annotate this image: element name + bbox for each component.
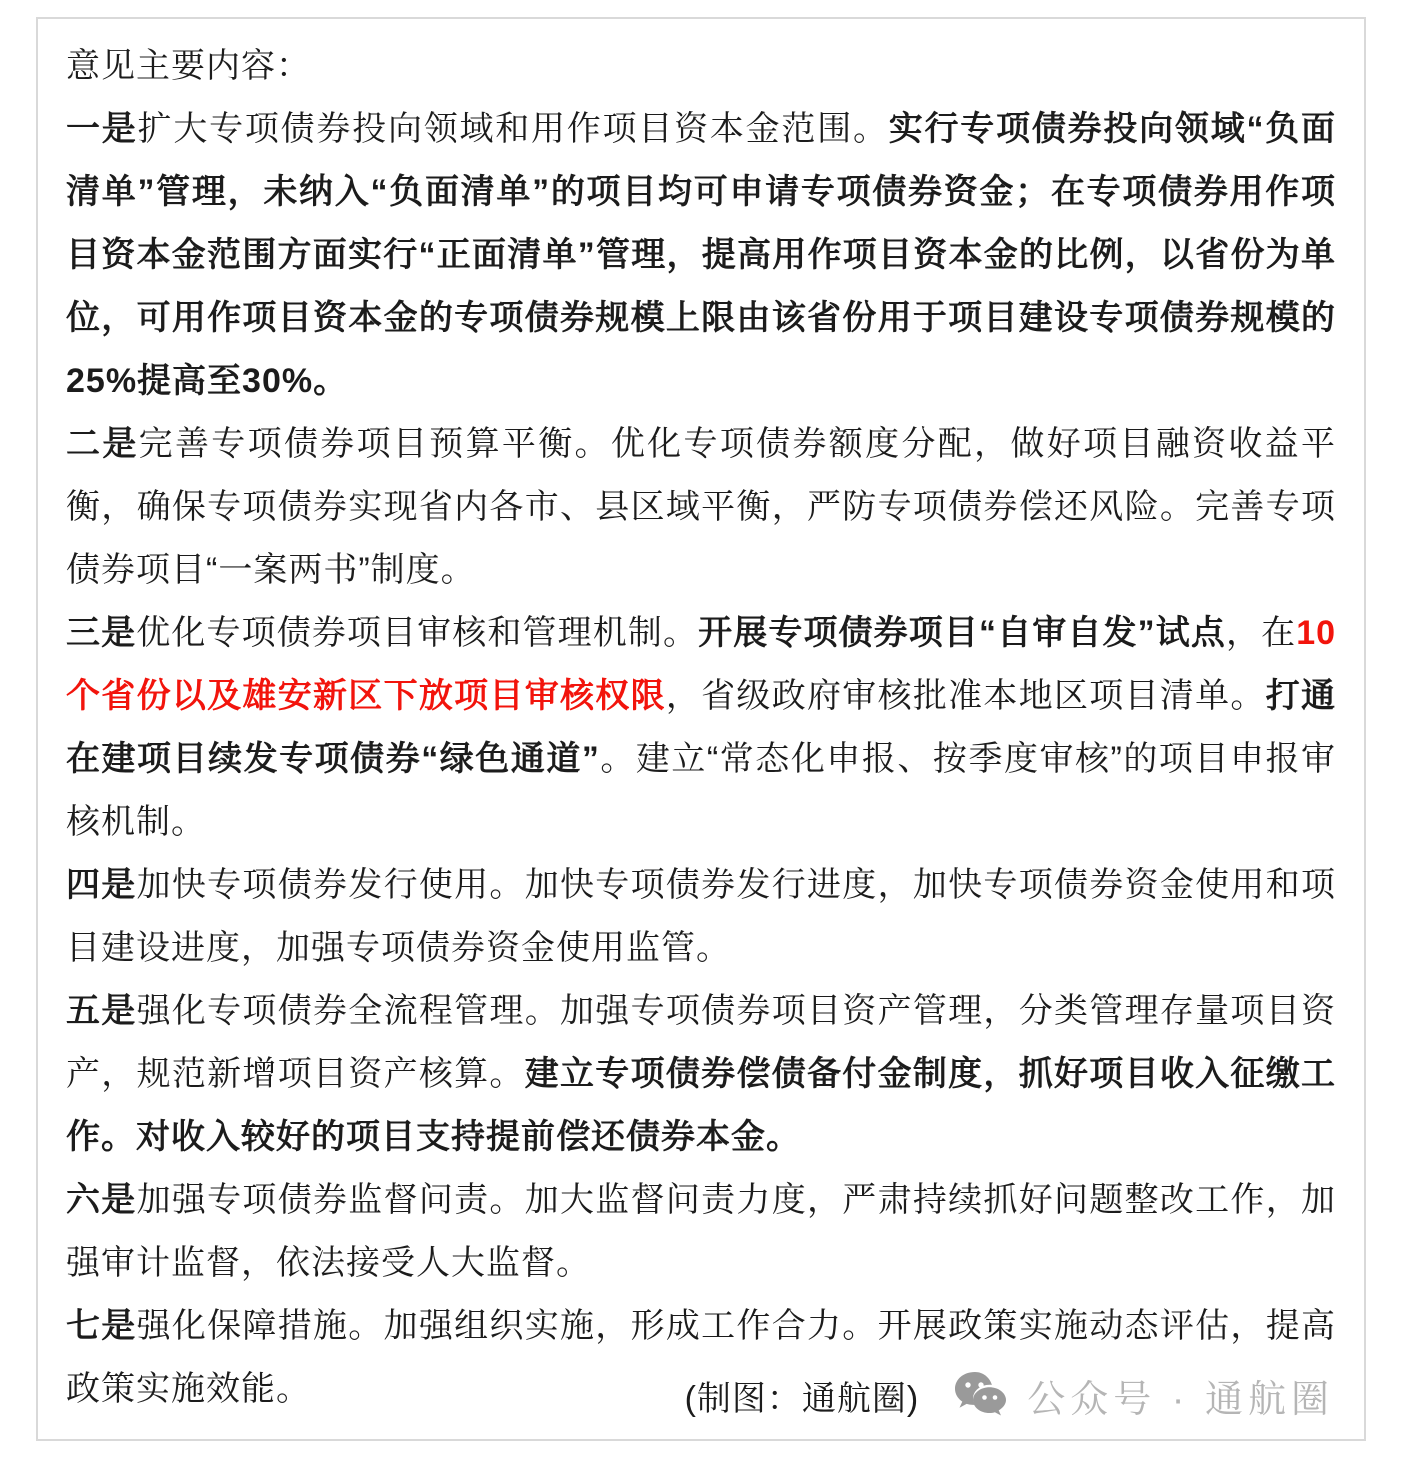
watermark — [953, 1368, 1334, 1423]
text-run: 三是 — [66, 614, 137, 652]
text-run: 强化专项债券全流程管理。加强专项债券项目资产管理，分类管理存量项目资产，规范新增项目资产核算。 — [66, 992, 1337, 1093]
text-run: 实行专项债券投向领域“负面清单”管理，未纳入“负面清单”的项目均可申请专项债券资金；在专项债券用作项目资本金范围方面实行“正面清单”管理，提高用作项目资本金的比例，以省份为单位，可用作项目资本金的专项债券规模上限由该省份用于项目建设专项债券规模的25%提高至30%。 — [66, 110, 1337, 400]
text-run: 建立专项债券偿债备付金制度，抓好项目收入征缴工作。对收入较好的项目支持提前偿还债券本金。 — [66, 1055, 1337, 1156]
paragraph-point-2 — [66, 413, 1336, 602]
paragraph-point-3 — [66, 602, 1336, 854]
text-run: 一是 — [66, 110, 138, 148]
text-run: 四是 — [66, 866, 137, 904]
text-run: 完善专项债券项目预算平衡。优化专项债券额度分配，做好项目融资收益平衡，确保专项债券实现省内各市、县区域平衡，严防专项债券偿还风险。完善专项债券项目“一案两书”制度。 — [66, 425, 1337, 589]
text-run: 六是 — [66, 1181, 137, 1219]
text-run: 加强专项债券监督问责。加大监督问责力度，严肃持续抓好问题整改工作，加强审计监督，依法接受人大监督。 — [66, 1181, 1337, 1282]
highlighted-text-run: 10个省份以及雄安新区下放项目审核权限 — [66, 614, 1337, 715]
text-run: 强化保障措施。加强组织实施，形成工作合力。开展政策实施动态评估，提高政策实施效能。 — [66, 1307, 1337, 1408]
text-run: 打通在建项目续发专项债券“绿色通道” — [66, 677, 1337, 778]
text-run: 优化专项债券项目审核和管理机制。 — [136, 614, 699, 652]
text-run: 开展专项债券项目“自审自发”试点 — [698, 614, 1226, 652]
text-run: 。建立“常态化申报、按季度审核”的项目申报审核机制。 — [66, 740, 1336, 841]
text-run: 扩大专项债券投向领域和用作项目资本金范围。 — [137, 110, 889, 148]
credit-caption: (制图：通航圈) — [684, 1380, 920, 1418]
paragraph-point-6 — [66, 1169, 1336, 1295]
text-run: 五是 — [66, 992, 137, 1030]
paragraph-point-4 — [66, 854, 1336, 980]
page-title: 意见主要内容： — [66, 47, 311, 85]
paragraph-point-5 — [66, 980, 1336, 1169]
wechat-icon — [953, 1370, 1015, 1422]
text-run: ，省级政府审核批准本地区项目清单。 — [665, 677, 1266, 715]
article-text — [66, 35, 1336, 1421]
watermark-text: 公众号 · 通航圈 — [1027, 1379, 1334, 1421]
text-run: 七是 — [66, 1307, 137, 1345]
paragraph-point-1 — [66, 98, 1336, 413]
text-run: ，在 — [1225, 614, 1297, 652]
content-card — [36, 17, 1366, 1441]
footer — [685, 1368, 1334, 1423]
text-run: 二是 — [66, 425, 139, 463]
text-run: 加快专项债券发行使用。加快专项债券发行进度，加快专项债券资金使用和项目建设进度，加强专项债券资金使用监管。 — [66, 866, 1337, 967]
